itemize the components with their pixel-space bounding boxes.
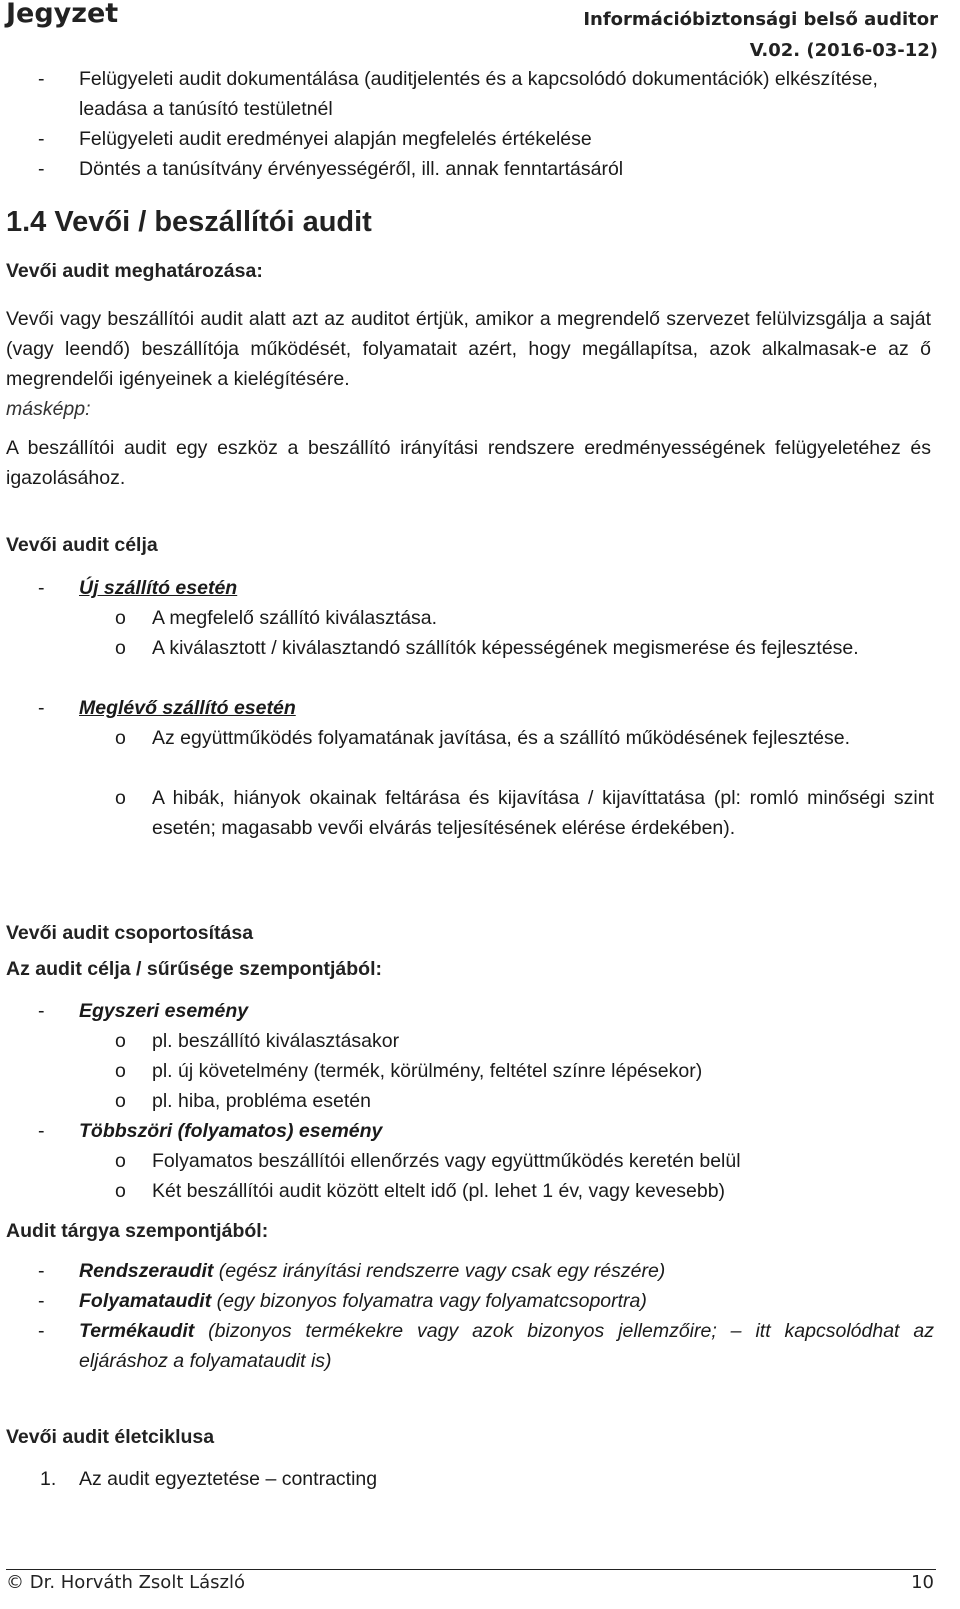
doc-header-version: V.02. (2016-03-12)	[749, 40, 938, 61]
dash-bullet: -	[38, 1120, 45, 1142]
circle-bullet: o	[115, 1060, 126, 1082]
subject-desc: (egy bizonyos folyamatra vagy folyamatcsoportra)	[211, 1290, 647, 1312]
sub-list-item-text: pl. új követelmény (termék, körülmény, feltétel színre lépésekor)	[152, 1060, 703, 1082]
definition-heading: Vevői audit meghatározása:	[6, 260, 263, 282]
dash-bullet: -	[38, 1290, 45, 1312]
subject-heading: Audit tárgya szempontjából:	[6, 1220, 269, 1242]
lifecycle-heading: Vevői audit életciklusa	[6, 1426, 215, 1448]
list-number: 1.	[40, 1468, 57, 1490]
sub-list-item-text: A hibák, hiányok okainak feltárása és kijavítása / kijavíttatása (pl: romló minőségi szint esetén; magasabb vevői elvárás teljesítésének elérése érdekében).	[152, 787, 934, 839]
circle-bullet: o	[115, 1030, 126, 1052]
sub-list-item-text: pl. hiba, probléma esetén	[152, 1090, 371, 1112]
subject-term: Termékaudit	[79, 1320, 195, 1342]
goal-heading: Vevői audit célja	[6, 534, 158, 556]
grouping-subheading: Az audit célja / sűrűsége szempontjából:	[6, 958, 382, 980]
circle-bullet: o	[115, 607, 126, 629]
list-item	[0, 64, 960, 124]
existing-supplier-label: Meglévő szállító esetén	[79, 697, 296, 719]
list-item-text	[79, 1256, 934, 1286]
dash-bullet: -	[38, 158, 45, 180]
circle-bullet: o	[115, 727, 126, 749]
dash-bullet: -	[38, 1320, 45, 1342]
list-item-text	[79, 1316, 934, 1376]
footer-author: © Dr. Horváth Zsolt László	[6, 1572, 245, 1593]
subject-term: Rendszeraudit	[79, 1260, 214, 1282]
doc-header-subtitle: Információbiztonsági belső auditor	[583, 9, 938, 30]
new-supplier-label: Új szállító esetén	[79, 577, 238, 599]
dash-bullet: -	[38, 1260, 45, 1282]
dash-bullet: -	[38, 577, 45, 599]
multi-event-label: Többszöri (folyamatos) esemény	[79, 1120, 383, 1142]
page-number: 10	[911, 1572, 934, 1593]
grouping-heading: Vevői audit csoportosítása	[6, 922, 254, 944]
subject-desc: (bizonyos termékekre vagy azok bizonyos jellemzőire; – itt kapcsolódhat az eljáráshoz a folyamataudit is)	[79, 1320, 934, 1372]
subject-term: Folyamataudit	[79, 1290, 212, 1312]
sub-list-item-text: A kiválasztott / kiválasztandó szállítók képességének megismerése és fejlesztése.	[152, 637, 859, 659]
dash-bullet: -	[38, 128, 45, 150]
circle-bullet: o	[115, 1180, 126, 1202]
list-item-text: Felügyeleti audit eredményei alapján megfelelés értékelése	[79, 128, 592, 150]
sub-list-item-text: Két beszállítói audit között eltelt idő (pl. lehet 1 év, vagy kevesebb)	[152, 1180, 726, 1202]
dash-bullet: -	[38, 68, 45, 90]
footer-divider	[6, 1569, 936, 1570]
sub-list-item-text: Folyamatos beszállítói ellenőrzés vagy együttműködés keretén belül	[152, 1150, 741, 1172]
dash-bullet: -	[38, 1000, 45, 1022]
doc-header-title: Jegyzet	[6, 0, 119, 29]
circle-bullet: o	[115, 637, 126, 659]
circle-bullet: o	[115, 787, 126, 809]
circle-bullet: o	[115, 1150, 126, 1172]
sub-list-item-text: Az együttműködés folyamatának javítása, és a szállító működésének fejlesztése.	[152, 727, 851, 749]
definition-paragraph: Vevői vagy beszállítói audit alatt azt az auditot értjük, amikor a megrendelő szervezet felülvizsgálja a saját (vagy leendő) beszállítója működését, folyamatait azért, hogy megállapítsa, azok alkalmasak-e az ő megrendelői igényeinek a kielégítésére.	[6, 308, 931, 390]
list-item-text: Felügyeleti audit dokumentálása (auditjelentés és a kapcsolódó dokumentációk) elkészítése, leadása a tanúsító testületnél	[79, 68, 878, 120]
once-event-label: Egyszeri esemény	[79, 1000, 249, 1022]
sub-list-item-text: A megfelelő szállító kiválasztása.	[152, 607, 438, 629]
sub-list-item-text: pl. beszállító kiválasztásakor	[152, 1030, 400, 1052]
section-heading: 1.4 Vevői / beszállítói audit	[6, 206, 372, 238]
alternative-paragraph: A beszállítói audit egy eszköz a beszállító irányítási rendszere eredményességének felügyeletéhez és igazolásához.	[6, 437, 931, 489]
doc-header-info	[583, 4, 938, 66]
list-item-text: Döntés a tanúsítvány érvényességéről, ill. annak fenntartásáról	[79, 158, 624, 180]
circle-bullet: o	[115, 1090, 126, 1112]
dash-bullet: -	[38, 697, 45, 719]
list-item-text	[79, 1286, 934, 1316]
alternative-label: másképp:	[6, 398, 91, 420]
subject-desc: (egész irányítási rendszerre vagy csak egy részére)	[213, 1260, 666, 1282]
list-item-text: Az audit egyeztetése – contracting	[79, 1468, 378, 1490]
